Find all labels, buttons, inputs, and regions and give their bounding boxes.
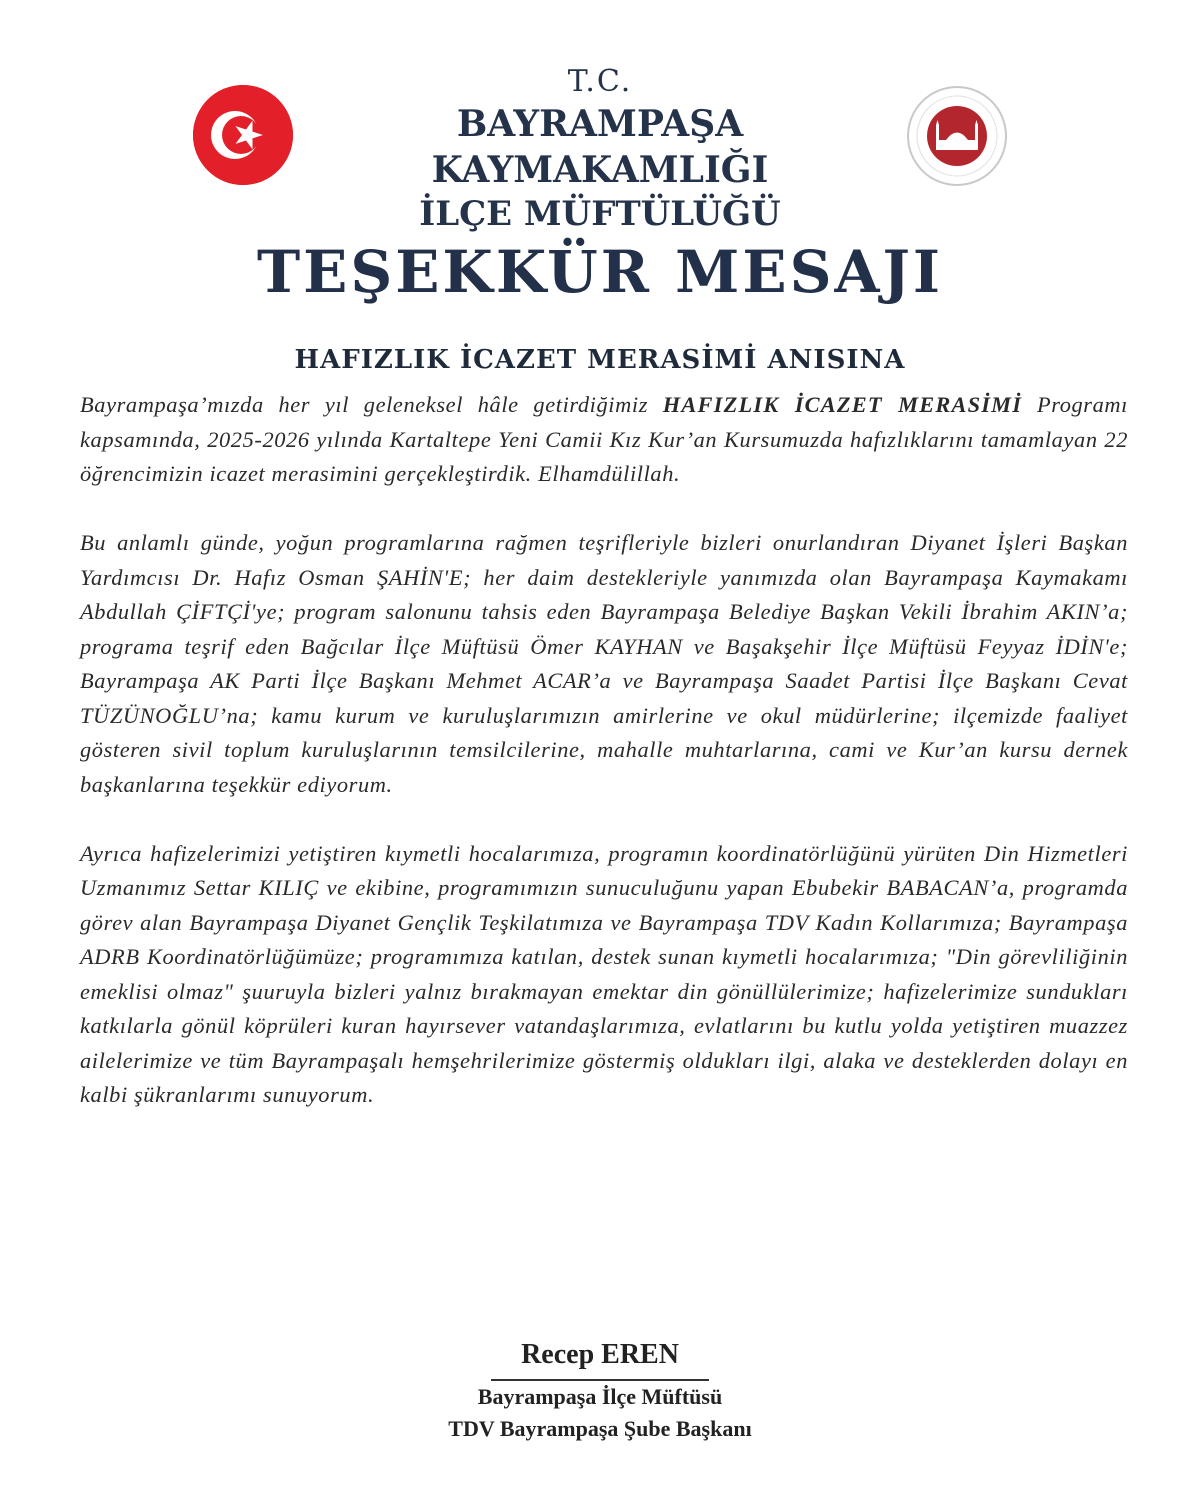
turkish-flag-icon [193, 85, 293, 185]
mufti-heading: İLÇE MÜFTÜLÜĞÜ [419, 194, 781, 234]
letterhead-text [300, 63, 900, 235]
signatory-name: Recep EREN [491, 1335, 709, 1381]
signatory-role-tdv: TDV Bayrampaşa Şube Başkanı [448, 1416, 752, 1441]
paragraph-2: Bu anlamlı günde, yoğun programlarına rağmen teşrifleriyle bizleri onurlandıran Diyanet İşleri Başkan Yardımcısı Dr. Hafız Osman ŞAHİN'E; her daim destekleriyle yanımızda olan Bayrampaşa Kaymakamı Abdullah ÇİFTÇİ'ye; program salonunu tahsis eden Bayrampaşa Belediye Başkan Vekili İbrahim AKIN’a; programa teşrif eden Bağcılar İlçe Müftüsü Ömer KAYHAN ve Başakşehir İlçe Müftüsü Feyyaz İDİN'e; Bayrampaşa AK Parti İlçe Başkanı Mehmet ACAR’a ve Bayrampaşa Saadet Partisi İlçe Başkanı Cevat TÜZÜNOĞLU’na; kamu kurum ve kuruluşlarımızın amirlerine ve okul müdürlerine; ilçemizde faaliyet gösteren sivil toplum kuruluşlarının temsilcilerine, mahalle muhtarlarına, cami ve Kur’an kursu dernek başkanlarına teşekkür ediyorum. [80, 530, 1128, 797]
diyanet-emblem-icon [906, 85, 1008, 187]
signature-block [400, 1335, 800, 1445]
letterhead [0, 55, 1200, 234]
kaymakamlik-heading: BAYRAMPAŞA KAYMAKAMLIĞI [431, 103, 769, 191]
letter-body [80, 388, 1128, 1147]
paragraph-3: Ayrıca hafizelerimizi yetiştiren kıymetli hocalarımıza, programın koordinatörlüğünü yürüten Din Hizmetleri Uzmanımız Settar KILIÇ ve ekibine, programımızın sunuculuğunu yapan Ebubekir BABACAN’a, programda görev alan Bayrampaşa Diyanet Gençlik Teşkilatımıza ve Bayrampaşa TDV Kadın Kollarımıza; Bayrampaşa ADRB Koordinatörlüğümüze; programımıza katılan, destek sunan kıymetli hocalarımıza; "Din görevliliğinin emeklisi olmaz" şuuruyla bizleri yalnız bırakmayan emektar din gönüllülerimize; hafizelerimize sundukları katkılarla gönül köprüleri kuran hayırsever vatandaşlarımıza, evlatlarını bu kutlu yolda yetiştiren muazzez ailelerimize ve tüm Bayrampaşalı hemşehrilerimize göstermiş oldukları ilgi, alaka ve desteklerden dolayı en kalbi şükranlarımı sunuyorum. [80, 840, 1128, 1107]
paragraph-1-emphasis: HAFIZLIK İCAZET MERASİMİ [662, 392, 1023, 417]
page-title: TEŞEKKÜR MESAJI [256, 238, 944, 306]
tc-heading: T.C. [567, 64, 633, 99]
paragraph-1-text-a: Bayrampaşa’mızda her yıl geleneksel hâle getirdiğimiz [80, 392, 663, 417]
paragraph-1-text-b: Programı kapsamında, 2025-2026 yılında Kartaltepe Yeni Camii Kız Kur’an Kursumuzda hafızlıklarını tamamlayan 22 öğrencimizin icazet merasimini gerçekleştirdik. Elhamdülillah. [80, 392, 1129, 486]
paragraph-1 [80, 388, 1128, 492]
page-subtitle: HAFIZLIK İCAZET MERASİMİ ANISINA [294, 345, 906, 375]
signatory-role-mufti: Bayrampaşa İlçe Müftüsü [477, 1384, 723, 1409]
